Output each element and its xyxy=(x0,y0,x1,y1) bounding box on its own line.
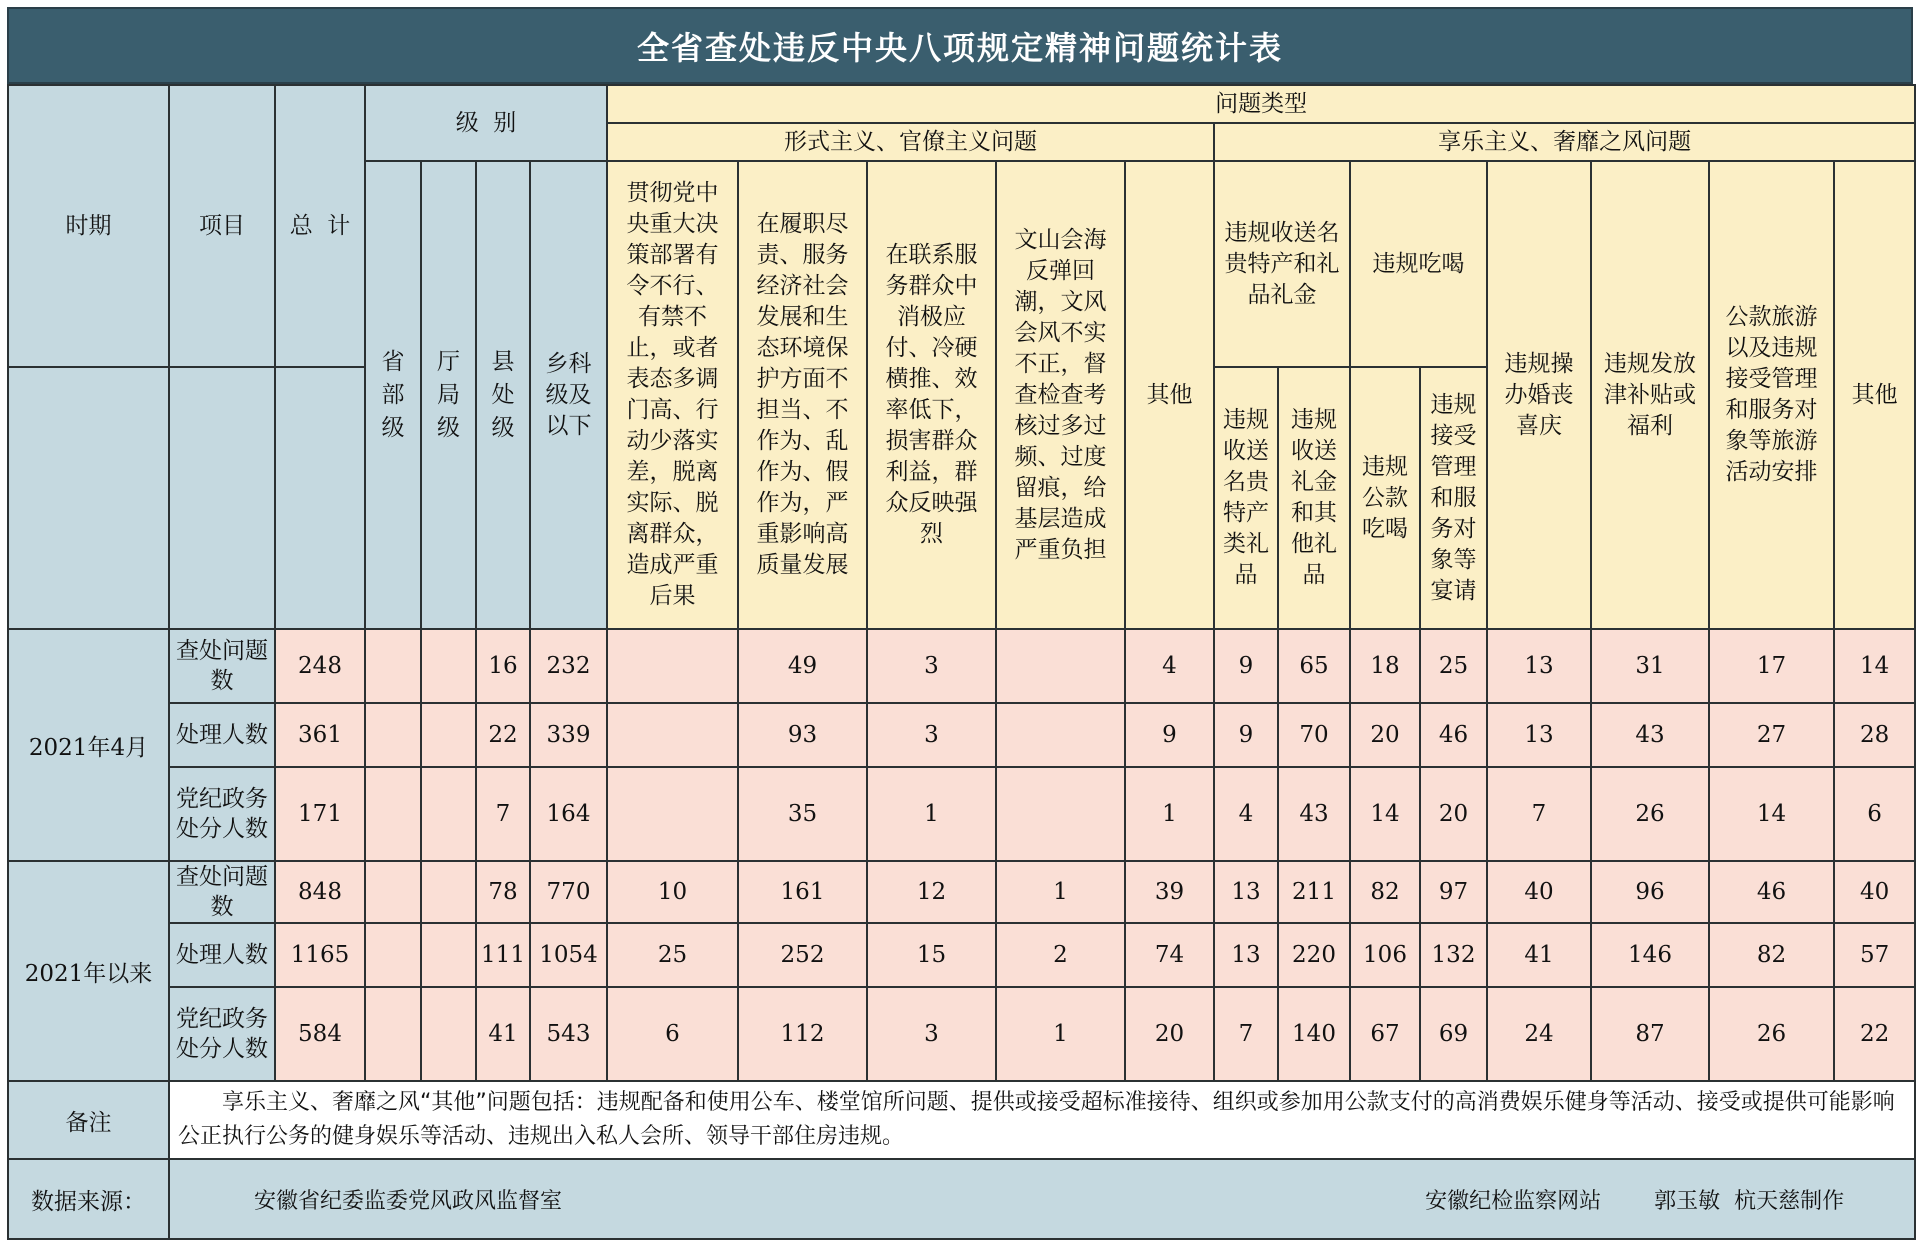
value-cell: 161 xyxy=(738,861,867,923)
item-cell: 党纪政务处分人数 xyxy=(169,987,275,1081)
value-cell: 1165 xyxy=(275,923,365,987)
value-cell xyxy=(996,629,1125,703)
value-cell: 43 xyxy=(1591,703,1709,767)
header-level-provincial xyxy=(365,161,421,629)
value-cell: 164 xyxy=(530,767,607,861)
value-cell xyxy=(996,703,1125,767)
value-cell: 220 xyxy=(1278,923,1350,987)
item-cell: 党纪政务处分人数 xyxy=(169,767,275,861)
header-eat-public: 违规公款吃喝 xyxy=(1350,367,1420,629)
value-cell: 7 xyxy=(1487,767,1591,861)
value-cell: 106 xyxy=(1350,923,1420,987)
value-cell: 112 xyxy=(738,987,867,1081)
value-cell: 252 xyxy=(738,923,867,987)
stats-table xyxy=(7,84,1916,1240)
period-cell: 2021年以来 xyxy=(8,861,169,1081)
value-cell: 40 xyxy=(1834,861,1915,923)
value-cell xyxy=(421,987,476,1081)
header-level-township: 乡科级及以下 xyxy=(530,161,607,629)
value-cell: 111 xyxy=(476,923,530,987)
header-total-spacer xyxy=(275,367,365,629)
source-credits xyxy=(1379,1184,1844,1215)
header-level: 级 别 xyxy=(365,85,607,161)
header-formalism-col3: 在联系服务群众中消极应付、冷硬横推、效率低下，损害群众利益，群众反映强烈 xyxy=(867,161,996,629)
header-level-bureau-label: 厅局级 xyxy=(436,348,460,441)
table-row xyxy=(8,629,1915,703)
value-cell xyxy=(421,703,476,767)
header-item: 项目 xyxy=(169,85,275,367)
value-cell: 543 xyxy=(530,987,607,1081)
value-cell: 26 xyxy=(1591,767,1709,861)
value-cell: 17 xyxy=(1709,629,1834,703)
value-cell: 28 xyxy=(1834,703,1915,767)
value-cell: 132 xyxy=(1420,923,1487,987)
value-cell: 248 xyxy=(275,629,365,703)
stats-table-container xyxy=(7,7,1913,1240)
value-cell xyxy=(607,767,738,861)
header-formalism-other: 其他 xyxy=(1125,161,1214,629)
item-cell: 查处问题数 xyxy=(169,861,275,923)
header-total: 总 计 xyxy=(275,85,365,367)
value-cell: 848 xyxy=(275,861,365,923)
value-cell: 74 xyxy=(1125,923,1214,987)
table-row xyxy=(8,767,1915,861)
value-cell: 1 xyxy=(867,767,996,861)
value-cell: 9 xyxy=(1214,703,1278,767)
value-cell: 1054 xyxy=(530,923,607,987)
value-cell: 1 xyxy=(1125,767,1214,861)
value-cell: 67 xyxy=(1350,987,1420,1081)
source-authors: 郭玉敏 杭天慈制作 xyxy=(1654,1188,1845,1214)
value-cell: 35 xyxy=(738,767,867,861)
value-cell: 10 xyxy=(607,861,738,923)
value-cell: 12 xyxy=(867,861,996,923)
header-period: 时期 xyxy=(8,85,169,367)
value-cell: 70 xyxy=(1278,703,1350,767)
value-cell: 211 xyxy=(1278,861,1350,923)
value-cell: 13 xyxy=(1214,923,1278,987)
value-cell: 3 xyxy=(867,987,996,1081)
value-cell: 20 xyxy=(1350,703,1420,767)
value-cell xyxy=(365,703,421,767)
value-cell: 14 xyxy=(1350,767,1420,861)
value-cell: 26 xyxy=(1709,987,1834,1081)
table-row xyxy=(8,703,1915,767)
value-cell: 13 xyxy=(1214,861,1278,923)
value-cell xyxy=(421,861,476,923)
value-cell: 25 xyxy=(607,923,738,987)
header-group-formalism: 形式主义、官僚主义问题 xyxy=(607,123,1214,161)
value-cell: 97 xyxy=(1420,861,1487,923)
value-cell xyxy=(365,987,421,1081)
value-cell: 361 xyxy=(275,703,365,767)
item-cell: 处理人数 xyxy=(169,923,275,987)
value-cell: 3 xyxy=(867,703,996,767)
value-cell xyxy=(607,629,738,703)
value-cell: 82 xyxy=(1350,861,1420,923)
table-row xyxy=(8,923,1915,987)
source-info xyxy=(169,1159,1915,1239)
header-group-hedonism: 享乐主义、奢靡之风问题 xyxy=(1214,123,1915,161)
value-cell: 25 xyxy=(1420,629,1487,703)
value-cell: 7 xyxy=(476,767,530,861)
value-cell: 41 xyxy=(476,987,530,1081)
value-cell: 1 xyxy=(996,987,1125,1081)
value-cell: 46 xyxy=(1709,861,1834,923)
value-cell: 9 xyxy=(1214,629,1278,703)
value-cell: 69 xyxy=(1420,987,1487,1081)
header-item-spacer xyxy=(169,367,275,629)
note-text: 享乐主义、奢靡之风“其他”问题包括：违规配备和使用公车、楼堂馆所问题、提供或接受超标准接待、组织或参加用公款支付的高消费娱乐健身等活动、接受或提供可能影响公正执行公务的健身娱乐等活动、违规出入私人会所、领导干部住房违规。 xyxy=(169,1081,1915,1159)
value-cell: 13 xyxy=(1487,703,1591,767)
value-cell: 20 xyxy=(1125,987,1214,1081)
value-cell: 770 xyxy=(530,861,607,923)
source-label: 数据来源： xyxy=(8,1159,169,1239)
header-gift-cash: 违规收送礼金和其他礼品 xyxy=(1278,367,1350,629)
value-cell: 339 xyxy=(530,703,607,767)
value-cell: 87 xyxy=(1591,987,1709,1081)
header-period-spacer xyxy=(8,367,169,629)
value-cell xyxy=(365,629,421,703)
value-cell: 14 xyxy=(1834,629,1915,703)
header-problem-type: 问题类型 xyxy=(607,85,1915,123)
value-cell: 43 xyxy=(1278,767,1350,861)
value-cell: 4 xyxy=(1125,629,1214,703)
value-cell: 57 xyxy=(1834,923,1915,987)
value-cell: 41 xyxy=(1487,923,1591,987)
value-cell: 14 xyxy=(1709,767,1834,861)
header-level-county-label: 县处级 xyxy=(491,348,515,441)
value-cell: 9 xyxy=(1125,703,1214,767)
value-cell: 49 xyxy=(738,629,867,703)
value-cell: 2 xyxy=(996,923,1125,987)
value-cell: 140 xyxy=(1278,987,1350,1081)
value-cell xyxy=(421,767,476,861)
header-hedonism-other: 其他 xyxy=(1834,161,1915,629)
header-weddings-funerals: 违规操办婚丧喜庆 xyxy=(1487,161,1591,629)
header-eat-banquet: 违规接受管理和服务对象等宴请 xyxy=(1420,367,1487,629)
header-formalism-col4: 文山会海反弹回潮，文风会风不实不正，督查检查考核过多过频、过度留痕，给基层造成严重负担 xyxy=(996,161,1125,629)
header-gift-specialty: 违规收送名贵特产类礼品 xyxy=(1214,367,1278,629)
value-cell: 78 xyxy=(476,861,530,923)
value-cell: 93 xyxy=(738,703,867,767)
value-cell xyxy=(365,861,421,923)
value-cell: 40 xyxy=(1487,861,1591,923)
header-level-bureau xyxy=(421,161,476,629)
source-org: 安徽省纪委监委党风政风监督室 xyxy=(254,1188,563,1214)
value-cell xyxy=(607,703,738,767)
value-cell xyxy=(421,923,476,987)
period-cell: 2021年4月 xyxy=(8,629,169,861)
header-public-travel: 公款旅游以及违规接受管理和服务对象等旅游活动安排 xyxy=(1709,161,1834,629)
value-cell: 7 xyxy=(1214,987,1278,1081)
value-cell xyxy=(421,629,476,703)
value-cell: 22 xyxy=(1834,987,1915,1081)
source-site: 安徽纪检监察网站 xyxy=(1425,1188,1602,1214)
value-cell xyxy=(365,767,421,861)
item-cell: 处理人数 xyxy=(169,703,275,767)
table-row xyxy=(8,987,1915,1081)
value-cell: 31 xyxy=(1591,629,1709,703)
header-formalism-col1: 贯彻党中央重大决策部署有令不行、有禁不止，或者表态多调门高、行动少落实差，脱离实际、脱离群众，造成严重后果 xyxy=(607,161,738,629)
value-cell: 16 xyxy=(476,629,530,703)
value-cell: 65 xyxy=(1278,629,1350,703)
item-cell: 查处问题数 xyxy=(169,629,275,703)
value-cell: 3 xyxy=(867,629,996,703)
table-title: 全省查处违反中央八项规定精神问题统计表 xyxy=(7,7,1913,84)
value-cell: 96 xyxy=(1591,861,1709,923)
value-cell xyxy=(365,923,421,987)
value-cell: 46 xyxy=(1420,703,1487,767)
value-cell: 39 xyxy=(1125,861,1214,923)
value-cell: 18 xyxy=(1350,629,1420,703)
value-cell: 146 xyxy=(1591,923,1709,987)
value-cell: 22 xyxy=(476,703,530,767)
value-cell: 13 xyxy=(1487,629,1591,703)
value-cell: 584 xyxy=(275,987,365,1081)
header-allowances: 违规发放津补贴或福利 xyxy=(1591,161,1709,629)
value-cell: 171 xyxy=(275,767,365,861)
header-formalism-col2: 在履职尽责、服务经济社会发展和生态环境保护方面不担当、不作为、乱作为、假作为，严重影响高质量发展 xyxy=(738,161,867,629)
value-cell: 1 xyxy=(996,861,1125,923)
value-cell xyxy=(996,767,1125,861)
header-level-provincial-label: 省部级 xyxy=(381,348,405,441)
value-cell: 15 xyxy=(867,923,996,987)
table-row xyxy=(8,861,1915,923)
header-eat-group: 违规吃喝 xyxy=(1350,161,1487,367)
value-cell: 232 xyxy=(530,629,607,703)
value-cell: 82 xyxy=(1709,923,1834,987)
value-cell: 24 xyxy=(1487,987,1591,1081)
header-gift-group: 违规收送名贵特产和礼品礼金 xyxy=(1214,161,1350,367)
note-label: 备注 xyxy=(8,1081,169,1159)
value-cell: 6 xyxy=(1834,767,1915,861)
value-cell: 4 xyxy=(1214,767,1278,861)
value-cell: 27 xyxy=(1709,703,1834,767)
value-cell: 20 xyxy=(1420,767,1487,861)
header-level-county xyxy=(476,161,530,629)
value-cell: 6 xyxy=(607,987,738,1081)
